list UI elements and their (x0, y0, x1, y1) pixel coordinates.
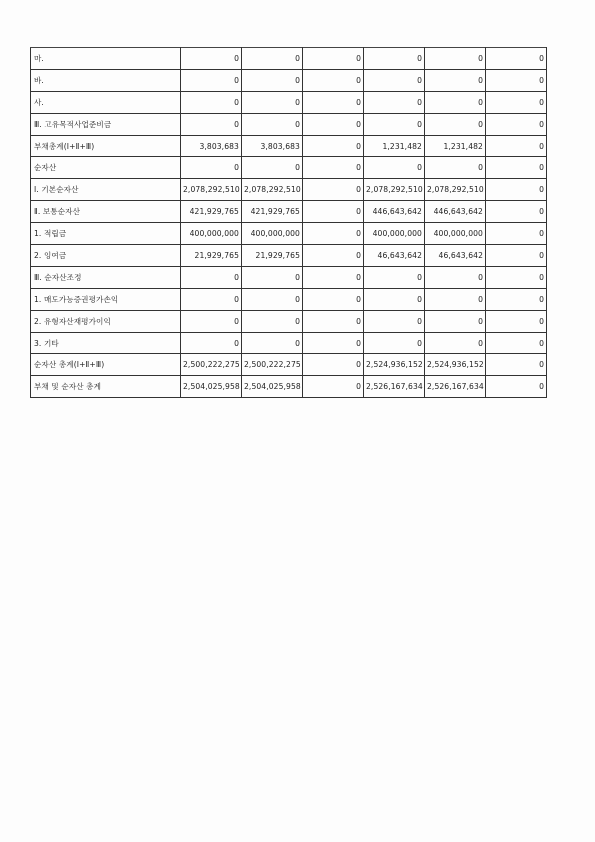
amount-cell: 3,803,683 (242, 135, 303, 157)
amount-cell: 2,526,167,634 (425, 376, 486, 398)
table-row (31, 266, 547, 288)
amount-cell: 0 (486, 332, 547, 354)
amount-cell: 0 (242, 266, 303, 288)
amount-cell: 0 (181, 288, 242, 310)
amount-cell: 0 (303, 376, 364, 398)
amount-cell: 0 (486, 201, 547, 223)
amount-cell: 0 (303, 179, 364, 201)
table-row (31, 157, 547, 179)
table-body (31, 48, 547, 398)
amount-cell: 0 (486, 48, 547, 70)
table-row (31, 201, 547, 223)
table-row (31, 48, 547, 70)
row-label-cell: 2. 유형자산재평가이익 (31, 310, 181, 332)
amount-cell: 0 (303, 91, 364, 113)
table-row (31, 376, 547, 398)
amount-cell: 21,929,765 (181, 245, 242, 267)
amount-cell: 446,643,642 (425, 201, 486, 223)
amount-cell: 0 (181, 69, 242, 91)
amount-cell: 2,526,167,634 (364, 376, 425, 398)
row-label-cell: 바. (31, 69, 181, 91)
amount-cell: 0 (181, 48, 242, 70)
amount-cell: 0 (181, 266, 242, 288)
amount-cell: 1,231,482 (364, 135, 425, 157)
amount-cell: 0 (425, 310, 486, 332)
amount-cell: 400,000,000 (364, 223, 425, 245)
row-label-cell: Ⅲ. 순자산조정 (31, 266, 181, 288)
table-row (31, 310, 547, 332)
amount-cell: 0 (303, 201, 364, 223)
amount-cell: 46,643,642 (425, 245, 486, 267)
amount-cell: 0 (486, 223, 547, 245)
amount-cell: 400,000,000 (242, 223, 303, 245)
amount-cell: 0 (486, 157, 547, 179)
amount-cell: 0 (364, 288, 425, 310)
amount-cell: 2,504,025,958 (242, 376, 303, 398)
amount-cell: 0 (181, 332, 242, 354)
amount-cell: 2,524,936,152 (364, 354, 425, 376)
row-label-cell: Ⅰ. 기본순자산 (31, 179, 181, 201)
amount-cell: 0 (303, 245, 364, 267)
amount-cell: 0 (486, 266, 547, 288)
table-row (31, 354, 547, 376)
amount-cell: 0 (364, 332, 425, 354)
amount-cell: 0 (486, 113, 547, 135)
amount-cell: 0 (486, 245, 547, 267)
table-row (31, 223, 547, 245)
amount-cell: 0 (181, 157, 242, 179)
amount-cell: 0 (242, 113, 303, 135)
row-label-cell: 부채 및 순자산 총계 (31, 376, 181, 398)
amount-cell: 0 (242, 69, 303, 91)
amount-cell: 0 (425, 69, 486, 91)
amount-cell: 0 (181, 310, 242, 332)
amount-cell: 0 (242, 91, 303, 113)
row-label-cell: 2. 잉여금 (31, 245, 181, 267)
amount-cell: 0 (486, 354, 547, 376)
amount-cell: 0 (303, 113, 364, 135)
amount-cell: 0 (486, 376, 547, 398)
amount-cell: 0 (242, 157, 303, 179)
amount-cell: 0 (303, 157, 364, 179)
row-label-cell: 순자산 (31, 157, 181, 179)
row-label-cell: Ⅲ. 고유목적사업준비금 (31, 113, 181, 135)
row-label-cell: 순자산 총계(Ⅰ+Ⅱ+Ⅲ) (31, 354, 181, 376)
amount-cell: 446,643,642 (364, 201, 425, 223)
amount-cell: 21,929,765 (242, 245, 303, 267)
row-label-cell: 사. (31, 91, 181, 113)
amount-cell: 0 (181, 113, 242, 135)
table-row (31, 332, 547, 354)
amount-cell: 0 (364, 69, 425, 91)
amount-cell: 0 (486, 179, 547, 201)
amount-cell: 400,000,000 (425, 223, 486, 245)
amount-cell: 0 (303, 288, 364, 310)
amount-cell: 2,078,292,510 (181, 179, 242, 201)
table-row (31, 288, 547, 310)
table-row (31, 113, 547, 135)
row-label-cell: 1. 적립금 (31, 223, 181, 245)
amount-cell: 400,000,000 (181, 223, 242, 245)
amount-cell: 0 (425, 332, 486, 354)
amount-cell: 0 (303, 48, 364, 70)
amount-cell: 0 (486, 91, 547, 113)
table-row (31, 135, 547, 157)
amount-cell: 0 (303, 135, 364, 157)
amount-cell: 0 (425, 157, 486, 179)
amount-cell: 2,078,292,510 (242, 179, 303, 201)
table-row (31, 69, 547, 91)
amount-cell: 0 (303, 332, 364, 354)
amount-cell: 0 (364, 266, 425, 288)
amount-cell: 0 (242, 332, 303, 354)
amount-cell: 46,643,642 (364, 245, 425, 267)
amount-cell: 0 (303, 223, 364, 245)
amount-cell: 3,803,683 (181, 135, 242, 157)
amount-cell: 0 (425, 113, 486, 135)
row-label-cell: 마. (31, 48, 181, 70)
amount-cell: 0 (486, 310, 547, 332)
amount-cell: 0 (242, 48, 303, 70)
amount-cell: 0 (364, 48, 425, 70)
amount-cell: 0 (364, 157, 425, 179)
amount-cell: 0 (242, 288, 303, 310)
amount-cell: 0 (364, 91, 425, 113)
amount-cell: 0 (303, 69, 364, 91)
amount-cell: 0 (425, 288, 486, 310)
balance-sheet-table (30, 47, 547, 398)
row-label-cell: 부채총계(Ⅰ+Ⅱ+Ⅲ) (31, 135, 181, 157)
amount-cell: 421,929,765 (181, 201, 242, 223)
row-label-cell: Ⅱ. 보통순자산 (31, 201, 181, 223)
amount-cell: 2,078,292,510 (425, 179, 486, 201)
table-row (31, 179, 547, 201)
amount-cell: 0 (303, 310, 364, 332)
amount-cell: 0 (425, 48, 486, 70)
amount-cell: 0 (242, 310, 303, 332)
amount-cell: 1,231,482 (425, 135, 486, 157)
amount-cell: 2,524,936,152 (425, 354, 486, 376)
row-label-cell: 1. 매도가능증권평가손익 (31, 288, 181, 310)
table-row (31, 245, 547, 267)
amount-cell: 2,500,222,275 (242, 354, 303, 376)
amount-cell: 0 (364, 310, 425, 332)
amount-cell: 0 (181, 91, 242, 113)
amount-cell: 2,078,292,510 (364, 179, 425, 201)
amount-cell: 421,929,765 (242, 201, 303, 223)
amount-cell: 0 (425, 266, 486, 288)
amount-cell: 2,504,025,958 (181, 376, 242, 398)
amount-cell: 0 (303, 354, 364, 376)
amount-cell: 0 (486, 135, 547, 157)
amount-cell: 0 (486, 288, 547, 310)
row-label-cell: 3. 기타 (31, 332, 181, 354)
amount-cell: 0 (303, 266, 364, 288)
amount-cell: 0 (364, 113, 425, 135)
amount-cell: 2,500,222,275 (181, 354, 242, 376)
table-row (31, 91, 547, 113)
amount-cell: 0 (486, 69, 547, 91)
amount-cell: 0 (425, 91, 486, 113)
